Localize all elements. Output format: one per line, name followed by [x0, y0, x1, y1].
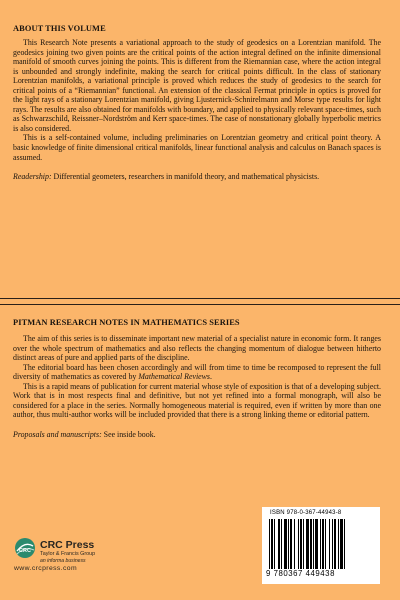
barcode-bar [334, 519, 336, 569]
series-paragraph-2-end: . [210, 372, 212, 382]
barcode-bar [320, 519, 321, 569]
barcode-bar [290, 519, 292, 569]
isbn-text: ISBN 978-0-367-44943-8 [270, 510, 342, 516]
barcode-bar [332, 519, 333, 569]
divider-top [0, 298, 400, 299]
barcode-bar [298, 519, 299, 569]
barcode-bar [303, 519, 304, 569]
barcode-bar [278, 519, 280, 569]
publisher-name: CRC Press [40, 539, 95, 551]
barcode-bar [329, 519, 330, 569]
readership-label: Readership: [13, 172, 52, 182]
barcode-digits: 9 780367 449438 [266, 569, 335, 578]
mathematical-reviews-title: Mathematical Reviews [138, 372, 210, 382]
proposals-label: Proposals and manuscripts: [13, 429, 102, 439]
about-section [13, 24, 381, 182]
publisher-group: Taylor & Francis Group [40, 551, 96, 557]
barcode-bar [288, 519, 289, 569]
barcode-bar [306, 519, 309, 569]
barcode-bar [294, 519, 295, 569]
publisher-block [40, 540, 95, 564]
series-paragraph-3: This is a rapid means of publication for current material whose style of exposition is that of a developing subject. Work that is in most respects final and definitive, but not yet refined into a formal monograph, will also be considered for a place in the series. Normally homogeneous material is required, even if written by more than one author, thus multi-author works will be included provided that there is a strong linking theme or editorial pattern. [13, 381, 381, 420]
barcode-bar [281, 519, 282, 569]
barcode-bar [322, 519, 324, 569]
barcode-bar [313, 519, 314, 569]
publisher-url: www.crcpress.com [14, 565, 78, 572]
about-paragraph-1: This Research Note presents a variational approach to the study of geodesics on a Lorentzian manifold. The geodesics joining two given points are the critical points of the action integral defined on the infinite dimensional manifold of smooth curves joining the points. This is different from the Riemannian case, where the action integral is unbounded and strongly indefinite, making the search for critical points difficult. In the class of stationary Lorentzian manifolds, a variational principle is proved which reduces the study of geodesics to the search for critical points of a “Riemannian” functional. An extension of the classical Fermat principle in optics is proved for the light rays of a stationary Lorentzian manifold, giving Ljusternick-Schnirelmann and Morse type results for light rays. The results are also obtained for manifolds with boundary, and applied to physically relevant space-times, such as Schwarzschild, Reissner–Nordström and Kerr space-times. The case of nonstationary globally hyperbolic metrics is also considered. [13, 38, 381, 133]
series-paragraph-2 [13, 363, 381, 382]
crc-logo-icon [14, 537, 36, 559]
barcode-bar [284, 519, 287, 569]
series-paragraph-2-text: The editorial board has been chosen accordingly and will from time to time be recomposed to represent the full diversity of mathematics as covered by [13, 362, 381, 382]
readership-text: Differential geometers, researchers in manifold theory, and mathematical physicists. [51, 172, 320, 182]
readership-line [13, 172, 381, 182]
barcode-bar [344, 519, 345, 569]
divider-bottom [0, 304, 400, 305]
barcode-icon [269, 519, 373, 569]
barcode-box [262, 507, 380, 584]
publisher-tagline: an informa business [40, 558, 86, 564]
proposals-text: See inside book. [101, 429, 156, 439]
about-paragraph-2: This is a self-contained volume, including preliminaries on Lorentzian geometry and critical point theory. A basic knowledge of finite dimensional critical manifolds, linear functional analysis and calculus on Banach spaces is assumed. [13, 133, 381, 162]
barcode-bar [269, 519, 270, 569]
barcode-bar [271, 519, 273, 569]
barcode-bar [300, 519, 302, 569]
barcode-bar [325, 519, 326, 569]
series-heading: PITMAN RESEARCH NOTES IN MATHEMATICS SERIES [13, 318, 240, 327]
series-section [13, 318, 381, 439]
series-paragraph-1: The aim of this series is to disseminate important new material of a specialist nature in economic form. It ranges over the whole spectrum of mathematics and also reflects the changing momentum of dialogue between hitherto distinct areas of pure and applied parts of the discipline. [13, 334, 381, 363]
proposals-line [13, 430, 381, 440]
barcode-bar [315, 519, 318, 569]
barcode-bar [310, 519, 312, 569]
svg-text:CRC: CRC [19, 548, 31, 554]
barcode-bar [274, 519, 275, 569]
barcode-bar [340, 519, 343, 569]
about-heading: ABOUT THIS VOLUME [13, 24, 106, 33]
barcode-bar [338, 519, 339, 569]
